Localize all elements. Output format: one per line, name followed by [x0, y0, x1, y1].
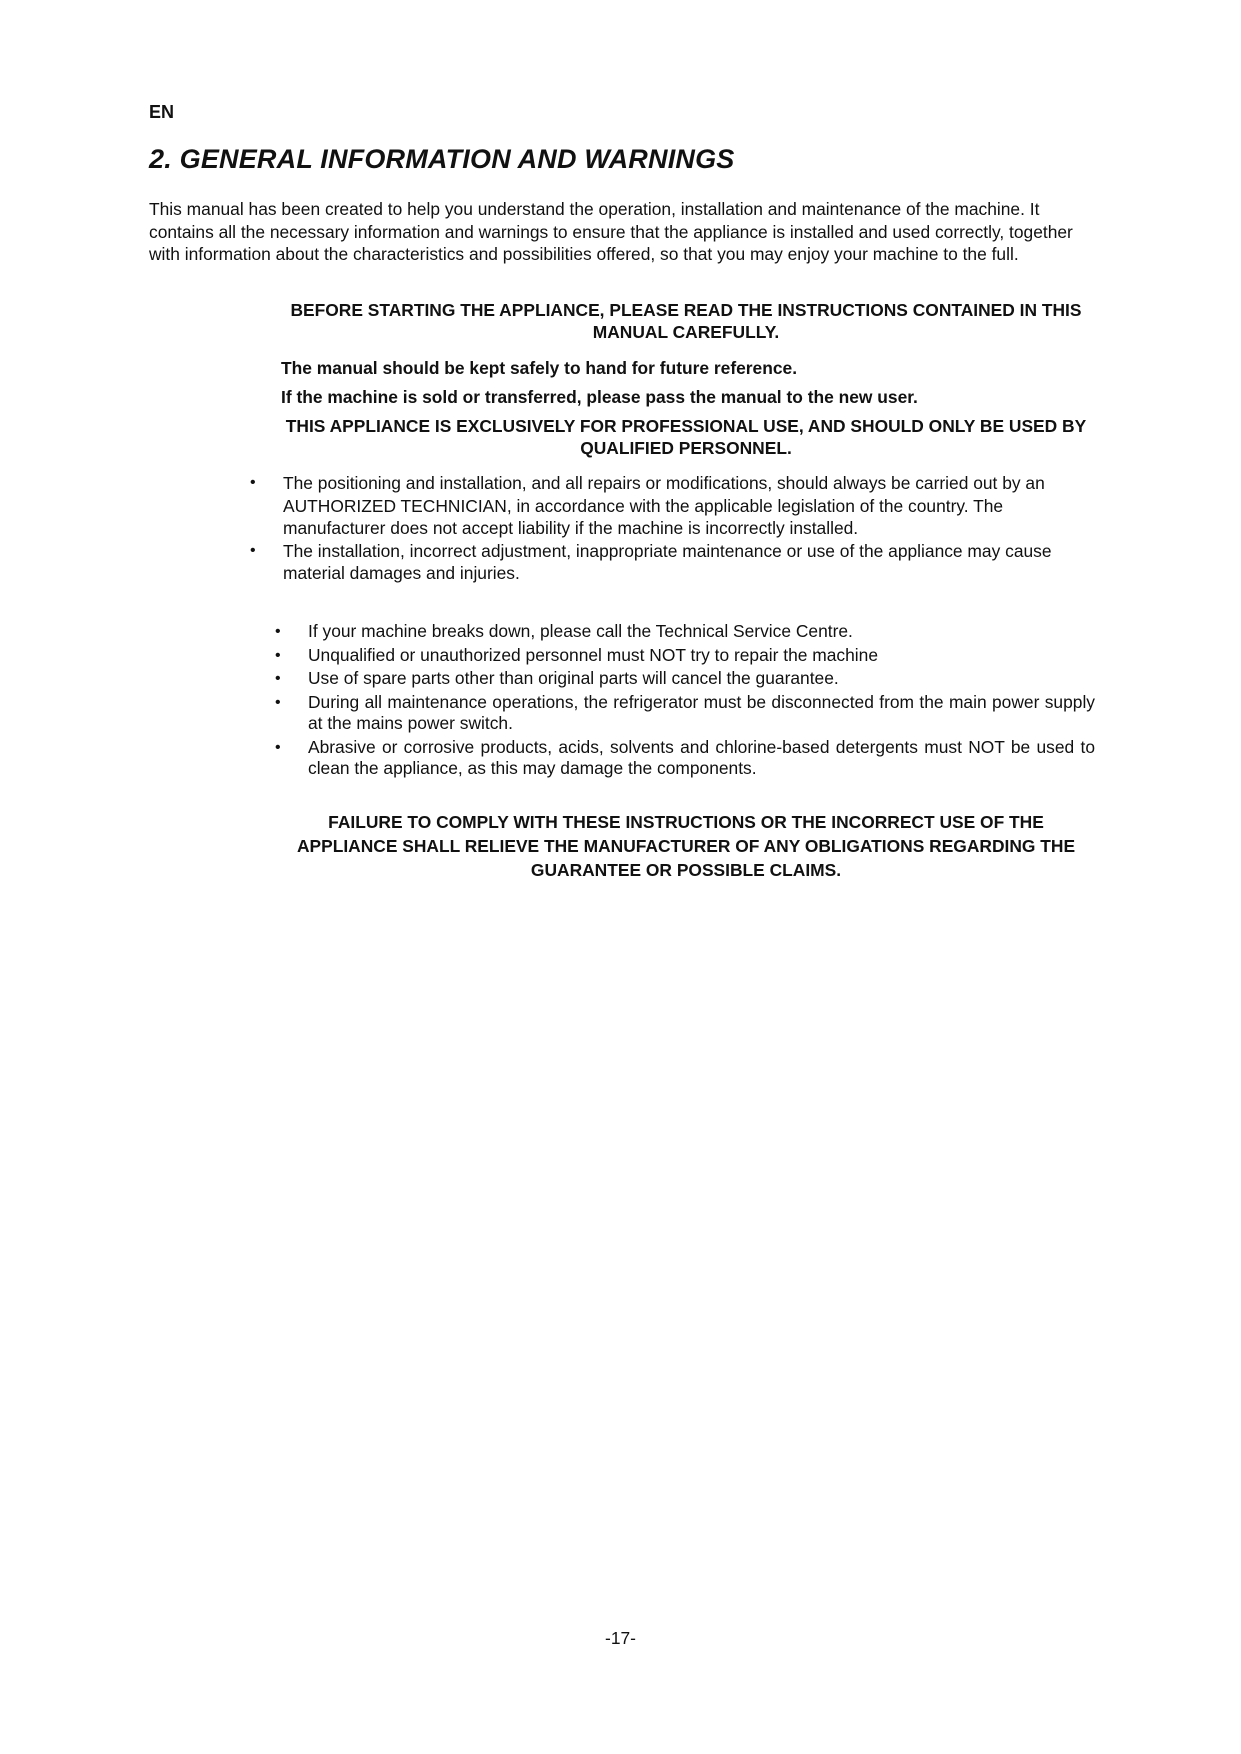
list-item [250, 540, 1110, 585]
list-item [275, 692, 1095, 735]
section-title: 2. GENERAL INFORMATION AND WARNINGS [149, 144, 735, 174]
list-item [275, 668, 1095, 690]
list-item [275, 645, 1095, 667]
list-item-text: During all maintenance operations, the refrigerator must be disconnected from the main power supply at the mains power switch. [308, 691, 1095, 733]
professional-use-warning: THIS APPLIANCE IS EXCLUSIVELY FOR PROFESSIONAL USE, AND SHOULD ONLY BE USED BY QUALIFIED PERSONNEL. [285, 416, 1087, 458]
bullet-icon: • [250, 474, 256, 491]
bullet-icon: • [250, 541, 256, 559]
list-item-text: Unqualified or unauthorized personnel must NOT try to repair the machine [308, 644, 879, 665]
list-item-text: Abrasive or corrosive products, acids, solvents and chlorine-based detergents must NOT be used to clean the appliance, as this may damage the components. [308, 736, 1095, 778]
read-instructions-warning: BEFORE STARTING THE APPLIANCE, PLEASE READ THE INSTRUCTIONS CONTAINED IN THIS MANUAL CAREFULLY. [290, 300, 1082, 342]
list-item [275, 737, 1095, 780]
secondary-bullet-list [275, 621, 1095, 782]
list-item [275, 621, 1095, 643]
bullet-icon: • [275, 693, 281, 711]
list-item [250, 472, 1110, 540]
list-item-text: The positioning and installation, and all repairs or modifications, should always be carried out by an AUTHORIZED TECHNICIAN, in accordance with the applicable legislation of the country. The manufacturer does not accept liability if the machine is incorrectly installed. [283, 473, 1045, 538]
page-number: -17- [605, 1628, 636, 1648]
list-item-text: Use of spare parts other than original parts will cancel the guarantee. [308, 668, 839, 688]
list-item-text: If your machine breaks down, please call the Technical Service Centre. [308, 621, 853, 641]
list-item-text: The installation, incorrect adjustment, inappropriate maintenance or use of the appliance may cause material damages and injuries. [283, 540, 1052, 583]
bullet-icon: • [275, 670, 281, 687]
bullet-icon: • [275, 738, 281, 756]
primary-bullet-list [250, 472, 1110, 585]
bullet-icon: • [275, 623, 281, 640]
language-code: EN [149, 102, 175, 122]
non-compliance-warning: FAILURE TO COMPLY WITH THESE INSTRUCTIONS OR THE INCORRECT USE OF THE APPLIANCE SHALL RELIEVE THE MANUFACTURER OF ANY OBLIGATIONS REGARDING THE GUARANTEE OR POSSIBLE CLAIMS. [296, 812, 1076, 880]
transfer-manual-note: If the machine is sold or transferred, please pass the manual to the new user. [281, 387, 918, 407]
keep-manual-note: The manual should be kept safely to hand for future reference. [281, 358, 798, 378]
bullet-icon: • [275, 646, 281, 664]
intro-paragraph: This manual has been created to help you understand the operation, installation and maintenance of the machine. It contains all the necessary information and warnings to ensure that the appliance is installed and used correctly, together with information about the characteristics and possibilities offered, so that you may enjoy your machine to the full. [149, 199, 1073, 264]
